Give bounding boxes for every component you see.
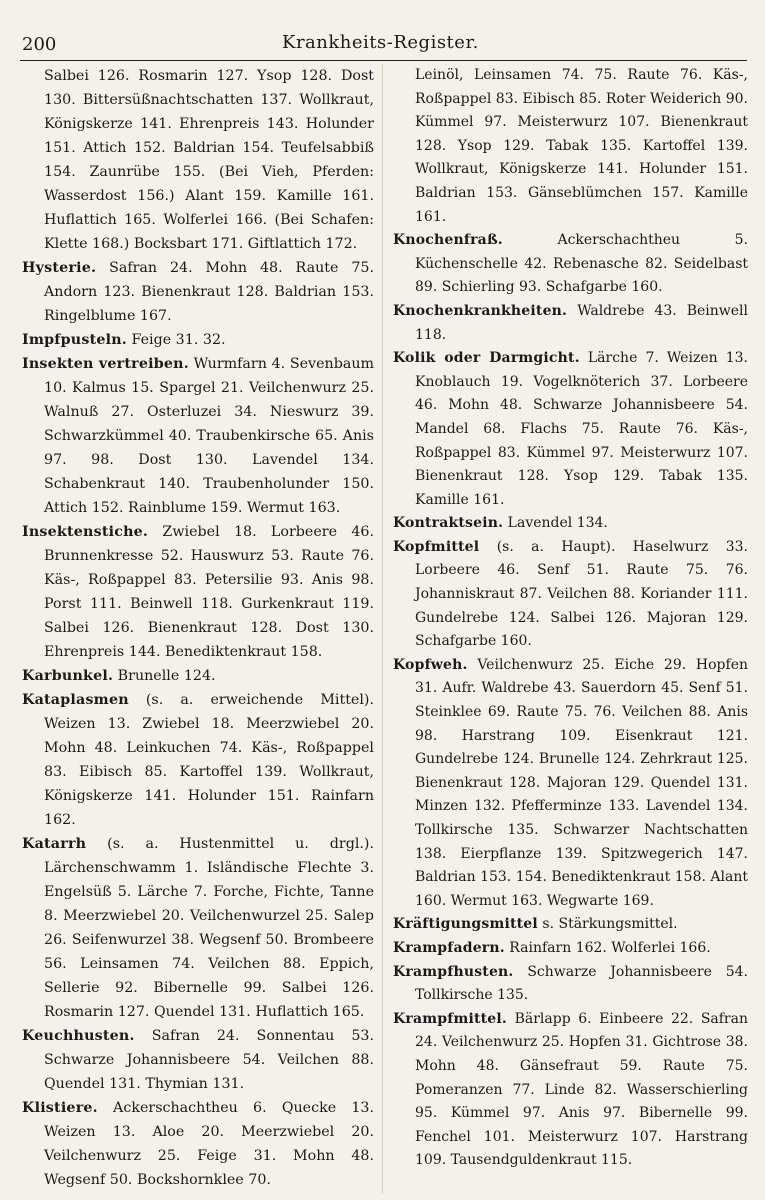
index-entry (22, 64, 374, 256)
page-header (22, 28, 747, 58)
entry-text: Brunelle 124. (117, 668, 216, 684)
index-entry (22, 688, 374, 832)
index-entry (22, 1024, 374, 1096)
index-entry (393, 64, 748, 229)
running-title: Krankheits-Register. (282, 32, 479, 53)
index-entry (393, 1008, 748, 1173)
entry-term: Kataplasmen (22, 692, 129, 708)
entry-text: Salbei 126. Rosmarin 127. Ysop 128. Dost 130. Bittersüßnachtschatten 137. Wollkraut, Königskerze 141. Ehrenpreis 143. Holunder 151. Attich 152. Baldrian 154. Teufelsabbiß 154. Zaunrübe 155. (Bei Vieh, Pferden: Wasserdost 156.) Alant 159. Kamille 161. Huflattich 165. Wolferlei 166. (Bei Schafen: Klette 168.) Bocksbart 171. Giftlattich 172. (44, 68, 374, 252)
entry-term: Keuchhusten. (22, 1028, 135, 1044)
entry-term: Impfpusteln. (22, 332, 127, 348)
entry-term: Krampfhusten. (393, 963, 514, 980)
entry-term: Krampfmittel. (393, 1010, 508, 1027)
index-entry (393, 300, 748, 347)
entry-term: Kontraktsein. (393, 515, 504, 532)
entry-text: Feige 31. 32. (131, 332, 226, 348)
entry-term: Krampfadern. (393, 939, 505, 956)
entry-term: Insektenstiche. (22, 524, 149, 540)
entry-text: Schwarze Johannisbeere 54. Tollkirsche 135. (415, 963, 748, 1004)
index-entry (22, 352, 374, 520)
column-gutter (382, 64, 383, 1194)
entry-text: Waldrebe 43. Beinwell 118. (415, 302, 749, 343)
entry-text: Ackerschachtheu 5. Küchenschelle 42. Rebenasche 82. Seidelbast 89. Schierling 93. Schafgarbe 160. (415, 232, 748, 296)
index-entry (22, 256, 374, 328)
index-entry (22, 832, 374, 1024)
entry-term: Katarrh (22, 836, 87, 852)
entry-text: Veilchenwurz 25. Eiche 29. Hopfen 31. Aufr. Waldrebe 43. Sauerdorn 45. Senf 51. Steinklee 69. Raute 75. 76. Veilchen 88. Anis 98. Harstrang 109. Eisenkraut 121. Gundelrebe 124. Brunelle 124. Zehrkraut 125. Bienenkraut 128. Majoran 129. Quendel 131. Minzen 132. Pfefferminze 133. Lavendel 134. Tollkirsche 135. Schwarzer Nachtschatten 138. Eierpflanze 139. Spitzwegerich 147. Baldrian 153. 154. Benediktenkraut 158. Alant 160. Wermut 163. Wegwarte 169. (415, 656, 749, 909)
header-rule (20, 60, 747, 61)
entry-term: Hysterie. (22, 260, 97, 276)
right-column (393, 64, 748, 1173)
entry-text: s. Stärkungsmittel. (542, 916, 678, 933)
index-entry (22, 520, 374, 664)
entry-term: Knochenkrankheiten. (393, 302, 568, 319)
entry-text: (s. a. erweichende Mittel). Weizen 13. Zwiebel 18. Meerzwiebel 20. Mohn 48. Leinkuchen 74. Käs-, Roßpappel 83. Eibisch 85. Kartoffel 139. Wollkraut, Königskerze 141. Holunder 151. Rainfarn 162. (44, 692, 374, 828)
entry-text: Safran 24. Sonnentau 53. Schwarze Johannisbeere 54. Veilchen 88. Quendel 131. Thymian 131. (44, 1028, 375, 1092)
index-entry (393, 347, 748, 512)
entry-text: (s. a. Haupt). Haselwurz 33. Lorbeere 46. Senf 51. Raute 75. 76. Johanniskraut 87. Veilchen 88. Koriander 111. Gundelrebe 124. Salbei 126. Majoran 129. Schafgarbe 160. (415, 538, 749, 650)
entry-term: Kopfmittel (393, 538, 480, 555)
entry-text: Safran 24. Mohn 48. Raute 75. Andorn 123. Bienenkraut 128. Baldrian 153. Ringelblume 167. (44, 260, 374, 324)
index-entry (22, 664, 374, 688)
index-entry (393, 961, 748, 1008)
entry-text: Ackerschachtheu 6. Quecke 13. Weizen 13. Aloe 20. Meerzwiebel 20. Veilchenwurz 25. Feige 31. Mohn 48. Wegsenf 50. Bockshornklee 70. (44, 1100, 375, 1188)
index-entry (22, 1096, 374, 1192)
index-entry (393, 913, 748, 937)
index-entry (22, 328, 374, 352)
index-entry (393, 937, 748, 961)
left-column (22, 64, 374, 1192)
entry-text: Lärche 7. Weizen 13. Knoblauch 19. Vogelknöterich 37. Lorbeere 46. Mohn 48. Schwarze Johannisbeere 54. Mandel 68. Flachs 75. Raute 76. Käs-, Roßpappel 83. Kümmel 97. Meisterwurz 107. Bienenkraut 128. Ysop 129. Tabak 135. Kamille 161. (415, 350, 748, 508)
entry-term: Insekten vertreiben. (22, 356, 189, 372)
entry-term: Kopfweh. (393, 656, 468, 673)
entry-text: (s. a. Hustenmittel u. drgl.). Lärchenschwamm 1. Isländische Flechte 3. Engelsüß 5. Lärche 7. Forche, Fichte, Tanne 8. Meerzwiebel 20. Veilchenwurzel 25. Salep 26. Seifenwurzel 38. Wegsenf 50. Brombeere 56. Leinsamen 74. Veilchen 88. Eppich, Sellerie 92. Bibernelle 99. Salbei 126. Rosmarin 127. Quendel 131. Huflattich 165. (44, 836, 374, 1020)
entry-term: Kräftigungsmittel (393, 916, 538, 933)
entry-text: Rainfarn 162. Wolferlei 166. (509, 939, 711, 956)
entry-text: Wurmfarn 4. Sevenbaum 10. Kalmus 15. Spargel 21. Veilchenwurz 25. Walnuß 27. Osterluzei 34. Nieswurz 39. Schwarzkümmel 40. Traubenkirsche 65. Anis 97. 98. Dost 130. Lavendel 134. Schabenkraut 140. Traubenholunder 150. Attich 152. Rainblume 159. Wermut 163. (44, 356, 375, 516)
entry-text: Leinöl, Leinsamen 74. 75. Raute 76. Käs-, Roßpappel 83. Eibisch 85. Roter Weiderich 90. Kümmel 97. Meisterwurz 107. Bienenkraut 128. Ysop 129. Tabak 135. Kartoffel 139. Wollkraut, Königskerze 141. Holunder 151. Baldrian 153. Gänseblümchen 157. Kamille 161. (415, 67, 748, 225)
entry-text: Zwiebel 18. Lorbeere 46. Brunnenkresse 52. Hauswurz 53. Raute 76. Käs-, Roßpappel 83. Petersilie 93. Anis 98. Porst 111. Beinwell 118. Gurkenkraut 119. Salbei 126. Bienenkraut 128. Dost 130. Ehrenpreis 144. Benediktenkraut 158. (44, 524, 375, 660)
entry-text: Lavendel 134. (507, 515, 608, 532)
entry-term: Klistiere. (22, 1100, 98, 1116)
index-entry (393, 654, 748, 914)
index-entry (393, 229, 748, 300)
entry-term: Kolik oder Darmgicht. (393, 350, 580, 367)
entry-term: Karbunkel. (22, 668, 114, 684)
entry-term: Knochenfraß. (393, 232, 503, 249)
index-entry (393, 536, 748, 654)
index-entry (393, 512, 748, 536)
entry-text: Bärlapp 6. Einbeere 22. Safran 24. Veilchenwurz 25. Hopfen 31. Gichtrose 38. Mohn 48. Gänsefraut 59. Raute 75. Pomeranzen 77. Linde 82. Wasserschierling 95. Kümmel 97. Anis 97. Bibernelle 99. Fenchel 101. Meisterwurz 107. Harstrang 109. Tausendguldenkraut 115. (415, 1010, 748, 1169)
page-number: 200 (22, 34, 57, 55)
